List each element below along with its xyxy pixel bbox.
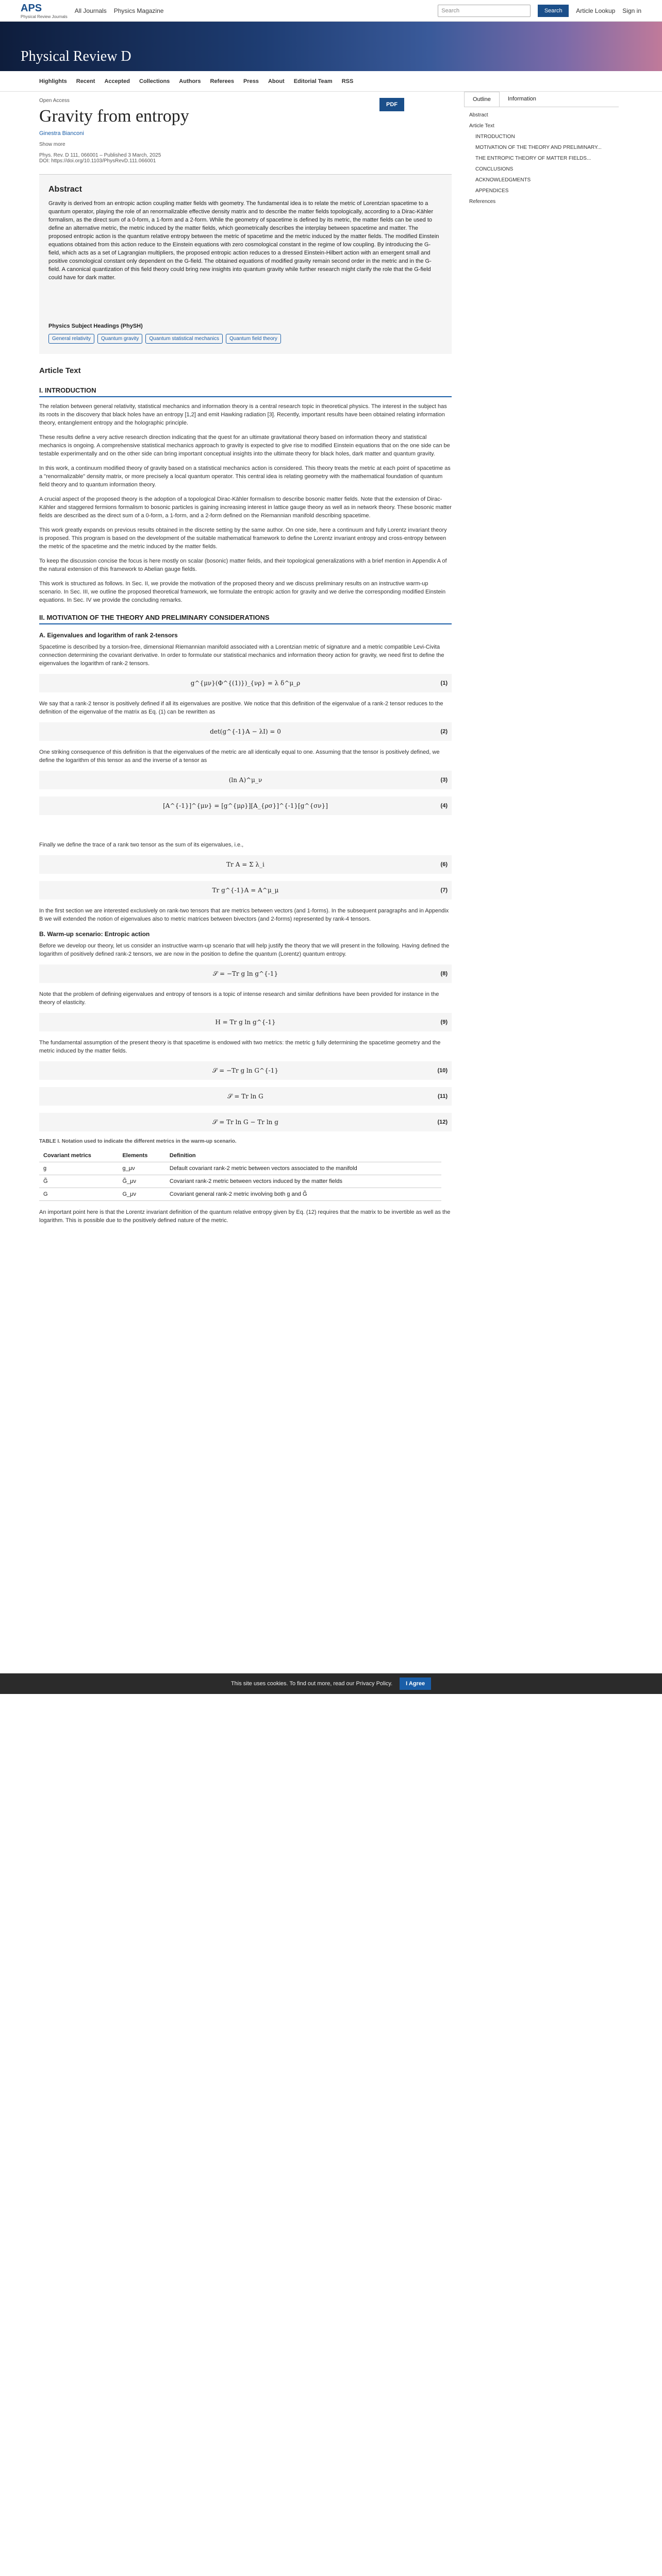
journal-navbar [0, 71, 662, 92]
abstract-heading: Abstract [48, 185, 82, 194]
outline-item[interactable]: APPENDICES [475, 188, 509, 194]
sign-in-link[interactable]: Sign in [622, 7, 641, 14]
paragraph: An important point here is that the Lorentz invariant definition of the quantum relative entropy given by Eq. (12) requires that the matrix to be invertible as well as the logarithm. This is possible due to the positively defined nature of the metric. [39, 1209, 451, 1224]
tab-outline[interactable]: Outline [464, 92, 500, 107]
paragraph: These results define a very active research direction indicating that the quest for an ultimate gravitational theory based on information theory and statistical mechanics is ongoing. A comprehensive statistical mechanics approach to gravity is expected to give rise to modified Einstein equations that on the one side can be testable experimentally and on the other side can bring important conceptual insights into the ultimate theory for black holes, dark matter and quantum gravity. [39, 434, 450, 457]
subject-tag[interactable]: Quantum field theory [226, 334, 281, 344]
section-heading: I. INTRODUCTION [39, 386, 452, 397]
paragraph: In this work, a continuum modified theory of gravity based on a statistical mechanics action is considered. This theory treats the metric at each point of spacetime as a "renormalizable" density matrix, or more precisely a local quantum operator. This central idea is relating geometry with the mathematical foundation of quantum field theory and to quantum information theory. [39, 465, 451, 488]
paragraph: Before we develop our theory, let us consider an instructive warm-up scenario that will help justify the theory that we will present in the following. Having defined the logarithm of positively defined rank-2 tensors, we are now in the position to define the quantum (Lorentz) quantum entropy. [39, 943, 450, 957]
equation: H = Tr g ln g^{-1} (9) [39, 1013, 452, 1031]
journal-title[interactable]: Physical Review D [21, 48, 131, 64]
paragraph: In the first section we are interested exclusively on rank-two tensors that are metrics between vectors (and 1-forms). In the subsequent paragraphs and in Appendix B we will extended the notion of eigenvalues also to metric matrices between bivectors (and 2-forms) represented by rank-4 tensors. [39, 908, 449, 922]
sidebar-tabs [464, 92, 619, 107]
equation: 𝒮 = −Tr g ln g^{-1} (8) [39, 964, 452, 983]
nav-item[interactable]: Recent [76, 78, 95, 84]
subject-headings-label: Physics Subject Headings (PhySH) [48, 323, 143, 329]
paragraph: Finally we define the trace of a rank two tensor as the sum of its eigenvalues, i.e., [39, 842, 244, 848]
subject-tag[interactable]: General relativity [48, 334, 94, 344]
equation: Tr g^{-1}A = A^μ_μ (7) [39, 881, 452, 900]
outline-item[interactable]: MOTIVATION OF THE THEORY AND PRELIMINARY... [475, 145, 602, 150]
nav-item[interactable]: Accepted [104, 78, 130, 84]
equation: [A^{-1}]^{μν} = [g^{μρ}][A_{ρσ}]^{-1}[g^{σν}] (4) [39, 796, 452, 815]
top-navigation [0, 0, 662, 22]
paragraph: To keep the discussion concise the focus is here mostly on scalar (bosonic) matter fields, and their topological generalizations with a brief mention in Appendix A of the natural extension of this framework to Abelian gauge fields. [39, 558, 447, 572]
nav-item[interactable]: Highlights [39, 78, 67, 84]
paragraph: A crucial aspect of the proposed theory is the adoption of a topological Dirac-Kähler formalism to describe bosonic matter fields. Note that the extension of Dirac-Kähler and staggered fermions formalism to bosonic particles is gaining increasing interest in lattice gauge theory as well as in network theory. These bosonic matter fields are described as the direct sum of a 0-form, a 1-form, and a 2-form defined on the Riemannian manifold describing spacetime. [39, 496, 452, 519]
citation-line: Phys. Rev. D 111, 066001 – Published 3 March, 2025 [39, 152, 161, 158]
nav-item[interactable]: Press [243, 78, 259, 84]
paragraph: One striking consequence of this definition is that the eigenvalues of the metric are all identically equal to one. Assuming that the tensor is positively defined, we define the logarithm of this tensor as and the inverse of a tensor as [39, 749, 440, 764]
paragraph: The relation between general relativity, statistical mechanics and information theory is a central research topic in theoretical physics. The interest in the subject has its roots in the discovery that black holes have an entropy [1,2] and emit Hawking radiation [3]. Recently, important results have been obtained relating information theory, entanglement entropy and the holographic principle. [39, 403, 447, 426]
article-title: Gravity from entropy [39, 107, 189, 126]
subject-tag[interactable]: Quantum statistical mechanics [145, 334, 223, 344]
paragraph: The fundamental assumption of the present theory is that spacetime is endowed with two metrics: the metric g fully determining the spacetime geometry and the metric induced by the matter fields. [39, 1040, 441, 1054]
outline-item[interactable]: THE ENTROPIC THEORY OF MATTER FIELDS... [475, 156, 591, 161]
covariant-metrics-table: Covariant metrics Elements Definition g g_μν Default covariant rank-2 metric between vectors associated to the manifold G̃ G̃_μν Covariant rank-2 metric between vectors induced by the matter fields G G_μν Covariant general rank-2 metric involving both g and G̃ [39, 1149, 441, 1201]
paragraph: This work greatly expands on previous results obtained in the discrete setting by the same author. On one side, here a continuum and fully Lorentz invariant theory is proposed. This program is based on the development of the suitable mathematical framework to define the Lorentz invariant entropy and cross-entropy between the metric of the spacetime and the metric induced by the matter fields. [39, 527, 447, 550]
outline-item[interactable]: Article Text [469, 123, 494, 129]
equation: (ln A)^μ_ν (3) [39, 771, 452, 789]
cookie-text: This site uses cookies. To find out more, read our Privacy Policy. [230, 1681, 393, 1687]
all-journals-link[interactable]: All Journals [74, 7, 107, 14]
table-row: g g_μν Default covariant rank-2 metric between vectors associated to the manifold [39, 1162, 441, 1175]
nav-item[interactable]: About [268, 78, 285, 84]
subject-tag[interactable]: Quantum gravity [97, 334, 142, 344]
agree-button[interactable]: I Agree [400, 1677, 431, 1690]
abstract-text: Gravity is derived from an entropic action coupling matter fields with geometry. The fundamental idea is to relate the metric of Lorentzian spacetime to a quantum operator, playing the role of an renormalizable effective density matrix and to describe the matter fields topologically, according to a Dirac-Kähler formalism, as the direct sum of a 0-form, a 1-form and a 2-form. While the geometry of spacetime is defined by its metric, the matter fields can be used to define an alternative metric, the metric induced by the matter fields, which geometrically describes the interplay between spacetime and matter. The proposed entropic action is the quantum relative entropy between the metric of spacetime and the metric induced by the matter fields. The modified Einstein equations obtained from this action reduce to the Einstein equations with zero cosmological constant in the regime of low coupling. By introducing the G-field, which acts as a set of Lagrangian multipliers, the proposed entropic action reduces to a dressed Einstein-Hilbert action with an emergent small and positive cosmological constant only dependent on the G-field. The obtained equations of modified gravity remain second order in the metric and in the G-field. A canonical quantization of this field theory could bring new insights into quantum gravity while further research might clarify the role that the G-field could have for dark matter. [48, 200, 439, 281]
outline-list [464, 107, 619, 213]
nav-item[interactable]: Referees [210, 78, 234, 84]
article-lookup-link[interactable]: Article Lookup [576, 7, 616, 14]
outline-item[interactable]: Abstract [469, 112, 488, 118]
show-more-button[interactable]: Show more [39, 142, 65, 147]
table-caption: TABLE I. Notation used to indicate the different metrics in the warm-up scenario. [39, 1139, 237, 1144]
equation: 𝒮 = −Tr g ln G^{-1} (10) [39, 1061, 452, 1080]
cookie-banner [0, 1673, 662, 1694]
author-link[interactable]: Ginestra Bianconi [39, 130, 84, 137]
table-row: G̃ G̃_μν Covariant rank-2 metric between vectors induced by the matter fields [39, 1175, 441, 1188]
paragraph: We say that a rank-2 tensor is positively defined if all its eigenvalues are positive. We notice that this definition of the eigenvalue of a rank-2 tensor reduces to the definition of the eigenvalue of the matrix as Eq. (1) can be rewritten as [39, 701, 443, 715]
equation: det(g^{-1}A − λI) = 0 (2) [39, 722, 452, 741]
nav-item[interactable]: Collections [139, 78, 170, 84]
search-button[interactable]: Search [538, 5, 569, 17]
abstract-section [39, 174, 452, 354]
equation: g^{μν}(Φ^{(1)})_{νρ} = λ δ^μ_ρ (1) [39, 674, 452, 692]
journal-banner [0, 22, 662, 71]
subsection-heading: B. Warm-up scenario: Entropic action [39, 930, 150, 938]
outline-item[interactable]: References [469, 199, 496, 205]
paragraph: Spacetime is described by a torsion-free, dimensional Riemannian manifold associated with a Lorentzian metric of signature and a metric compatible Levi-Civita connection determining the covariant derivative. In order to formulate our statistical mechanics and information theory action for gravity, we need first to define the eigenvalues the logarithm of rank-2 tensors. [39, 644, 444, 667]
nav-item[interactable]: Editorial Team [293, 78, 333, 84]
nav-item[interactable]: RSS [341, 78, 354, 84]
outline-item[interactable]: INTRODUCTION [475, 134, 515, 140]
outline-item[interactable]: ACKNOWLEDGMENTS [475, 177, 531, 183]
article-main [39, 98, 452, 1231]
tab-information[interactable]: Information [507, 96, 536, 102]
search-input[interactable]: Search [438, 5, 531, 17]
subsection-heading: A. Eigenvalues and logarithm of rank 2-tensors [39, 632, 178, 639]
pdf-button[interactable]: PDF [379, 98, 404, 111]
paragraph: Note that the problem of defining eigenvalues and entropy of tensors is a topic of intense research and similar definitions have been provided for instance in the theory of elasticity. [39, 991, 439, 1006]
equation: 𝒮 = Tr ln G (11) [39, 1087, 452, 1106]
paragraph: This work is structured as follows. In Sec. II, we provide the motivation of the proposed theory and we discuss preliminary results on an instructive warm-up scenario. In Sec. III, we outline the proposed theoretical framework, we formulate the entropic action for gravity and we derive the corresponding modified Einstein equations. In Sec. IV we provide the concluding remarks. [39, 581, 446, 603]
equation: Tr A = Σ λ_i (6) [39, 855, 452, 874]
nav-item[interactable]: Authors [179, 78, 201, 84]
access-label: Open Access [39, 98, 70, 104]
aps-logo[interactable]: APS Physical Review Journals [21, 2, 68, 19]
table-row: G G_μν Covariant general rank-2 metric involving both g and G̃ [39, 1188, 441, 1201]
sidebar [464, 92, 619, 213]
article-text-heading: Article Text [39, 366, 81, 375]
outline-item[interactable]: CONCLUSIONS [475, 166, 514, 172]
equation: 𝒮 = Tr ln G − Tr ln g (12) [39, 1113, 452, 1131]
section-heading: II. MOTIVATION OF THE THEORY AND PRELIMINARY CONSIDERATIONS [39, 614, 452, 624]
doi-link[interactable]: DOI: https://doi.org/10.1103/PhysRevD.111.066001 [39, 158, 156, 164]
physics-magazine-link[interactable]: Physics Magazine [113, 7, 164, 14]
